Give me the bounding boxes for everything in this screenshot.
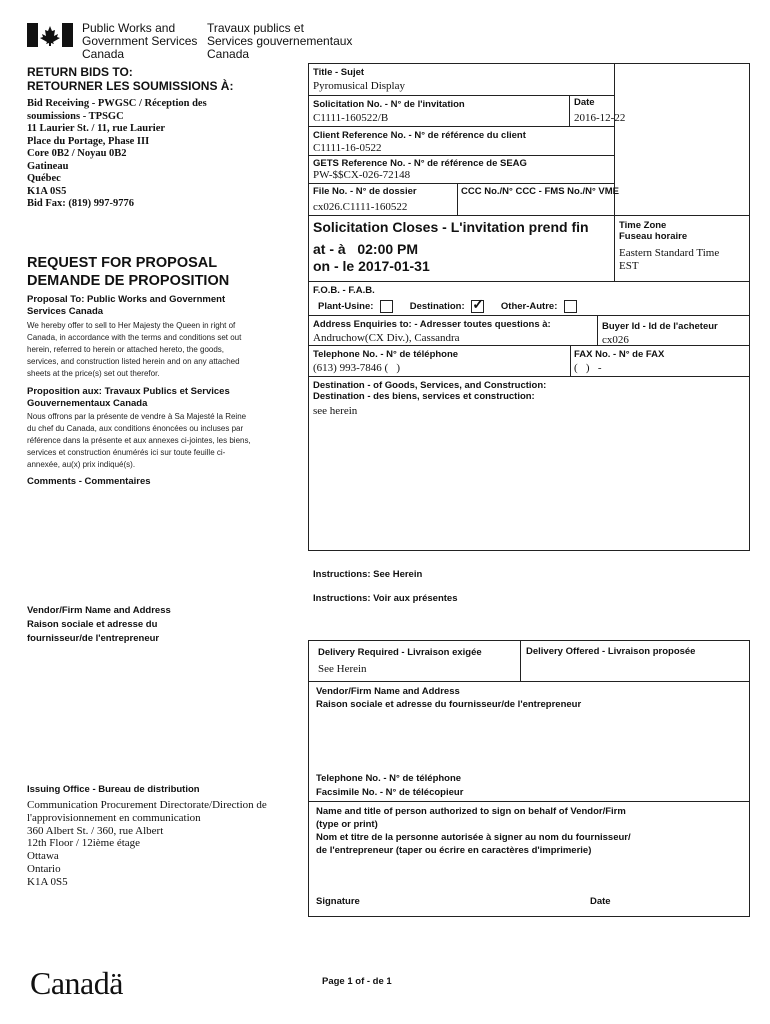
solicitation-no-value: C1111-160522/B [313,112,389,124]
delivery-offered-label: Delivery Offered - Livraison proposée [526,646,696,657]
org-fr-line: Travaux publics et [207,21,304,35]
fax-value: ( ) - [574,362,602,374]
on-label: on - le [313,258,355,274]
destination-goods-label-fr: Destination - des biens, services et construction: [313,391,535,402]
solicitation-closes-title: Solicitation Closes - L'invitation prend fin [313,219,589,235]
client-ref-value: C1111-16-0522 [313,142,382,154]
date-label: Date [574,97,595,108]
authorized-person-label [316,805,631,857]
vendor-label-en: Vendor/Firm Name and Address [316,686,460,697]
proposition-text: Nous offrons par la présente de vendre à Sa Majesté la Reine du chef du Canada, aux conditions énoncées ou incluses par référence dans la présente et aux annexes ci-jointes, les biens, services et construction énumérés ici sur toute feuille ci-annexée, au(x) prix indiqué(s). [27,412,251,469]
closing-date-value: 2017-01-31 [358,258,430,274]
address-line: Place du Portage, Phase III [27,135,150,147]
destination-label: Destination: [409,301,465,313]
vendor-label-line: Raison sociale et adresse du [27,619,158,630]
authorized-line: Nom et titre de la personne autorisée à signer au nom du fournisseur/ [316,832,631,843]
authorized-line: de l'entrepreneur (taper ou écrire en caractères d'imprimerie) [316,845,592,856]
address-enquiries-value: Andruchow(CX Div.), Cassandra [313,332,460,344]
canada-wordmark: Canadä [30,965,123,1001]
title-value: Pyromusical Display [313,80,405,92]
at-label: at - à [313,241,346,257]
time-zone-label [619,220,687,242]
address-line: 12th Floor / 12ième étage [27,837,141,850]
delivery-required-label: Delivery Required - Livraison exigée [318,647,482,658]
fob-label: F.O.B. - F.A.B. [313,285,375,296]
address-line: Ottawa [27,850,59,863]
vendor-label-line: Vendor/Firm Name and Address [27,605,171,616]
address-enquiries-label: Address Enquiries to: - Adresser toutes questions à: [313,319,551,330]
proposal-to-text: We hereby offer to sell to Her Majesty the Queen in right of Canada, in accordance with the terms and conditions set out herein, referred to herein or attached hereto, the goods, services, and construction listed herein and on any attached sheets at the price(s) set out therefor. [27,321,242,378]
address-line: Communication Procurement Directorate/Direction de [27,799,267,811]
org-en-line: Public Works and [82,21,176,35]
signature-label: Signature [316,896,360,907]
ccc-no-label: CCC No./N° CCC - FMS No./N° VME [461,186,620,197]
address-line: K1A 0S5 [27,875,68,888]
buyer-id-value: cx026 [602,334,629,346]
page-number: Page 1 of - de 1 [322,976,392,987]
destination-checkbox[interactable] [471,296,484,313]
other-label: Other-Autre: [500,301,558,313]
file-no-label: File No. - N° de dossier [313,186,417,197]
destination-goods-label-en: Destination - of Goods, Services, and Construction: [313,380,547,391]
address-line: 11 Laurier St. / 11, rue Laurier [27,123,166,134]
authorized-line: Name and title of person authorized to sign on behalf of Vendor/Firm [316,806,626,817]
signature-date-label: Date [590,896,611,907]
vendor-telephone-label: Telephone No. - N° de téléphone [316,773,462,784]
proposal-to-label: Proposal To: Public Works and Government Services Canada [27,294,226,317]
destination-goods-label [313,380,546,402]
gets-ref-value: PW-$$CX-026-72148 [313,169,411,181]
request-title-en: REQUEST FOR PROPOSAL [27,255,218,271]
return-bids-title-fr: RETOURNER LES SOUMISSIONS À: [27,79,234,93]
address-line: Gatineau [27,160,69,172]
org-fr-line: Canada [207,47,250,61]
canada-flag-icon [27,23,73,47]
vendor-left-label [27,604,171,646]
department-name-en [82,22,197,61]
file-no-value: cx026.C1111-160522 [313,201,408,213]
request-title-fr: DEMANDE DE PROPOSITION [27,273,230,289]
solicitation-no-label: Solicitation No. - N° de l'invitation [313,99,465,110]
time-zone-label-fr: Fuseau horaire [619,231,688,242]
bid-fax-line: Bid Fax: (819) 997-9776 [27,198,135,209]
time-zone-value [619,247,719,273]
org-fr-line: Services gouvernementaux [207,34,353,48]
checkmark-icon: ✓ [472,296,484,312]
plant-checkbox[interactable] [380,300,393,313]
department-name-fr [207,22,352,61]
address-line: Core 0B2 / Noyau 0B2 [27,148,127,159]
closing-date [313,258,430,275]
request-title [27,254,229,290]
gets-ref-label: GETS Reference No. - N° de référence de SEAG [313,158,527,169]
date-value: 2016-12-22 [574,112,626,124]
plant-label: Plant-Usine: [318,301,374,313]
telephone-value: (613) 993-7846 ( ) [313,362,401,374]
return-bids-title [27,65,233,93]
buyer-id-label: Buyer Id - Id de l'acheteur [602,321,718,332]
vendor-label-fr: Raison sociale et adresse du fournisseur/de l'entrepreneur [316,699,582,710]
proposition-label: Proposition aux: Travaux Publics et Services Gouvernementaux Canada [27,386,230,409]
address-line: l'approvisionnement en communication [27,811,201,824]
telephone-label: Telephone No. - N° de téléphone [313,349,459,360]
address-line: K1A 0S5 [27,185,67,197]
destination-goods-value: see herein [313,405,358,417]
title-label: Title - Sujet [313,67,365,78]
client-ref-label: Client Reference No. - N° de référence du client [313,130,526,141]
delivery-required-value: See Herein [318,663,367,675]
issuing-office-address [27,799,267,889]
vendor-facsimile-label: Facsimile No. - N° de télécopieur [316,787,464,798]
time-zone-value-short: EST [619,260,639,272]
fob-options [318,296,581,313]
time-zone-label-en: Time Zone [619,220,667,231]
address-line: 360 Albert St. / 360, rue Albert [27,824,164,837]
other-checkbox[interactable] [564,300,577,313]
authorized-line: (type or print) [316,819,378,830]
fax-label: FAX No. - N° de FAX [574,349,665,360]
return-bids-address [27,98,207,211]
vendor-label-line: fournisseur/de l'entrepreneur [27,633,160,644]
vendor-name-label [316,685,581,711]
address-line: soumissions - TPSGC [27,110,124,122]
closing-time-value: 02:00 PM [357,241,419,257]
return-bids-title-en: RETURN BIDS TO: [27,65,133,79]
org-en-line: Government Services [82,34,198,48]
address-line: Québec [27,173,61,184]
time-zone-value-long: Eastern Standard Time [619,247,720,259]
org-en-line: Canada [82,47,125,61]
government-logo [27,23,73,47]
instructions-en: Instructions: See Herein [313,569,423,580]
address-line: Bid Receiving - PWGSC / Réception des [27,98,207,109]
instructions-fr: Instructions: Voir aux présentes [313,593,458,604]
closing-time [313,241,418,258]
comments-label: Comments - Commentaires [27,476,151,487]
vendor-phone-label [316,772,463,800]
issuing-office-label: Issuing Office - Bureau de distribution [27,784,200,795]
address-line: Ontario [27,862,61,875]
